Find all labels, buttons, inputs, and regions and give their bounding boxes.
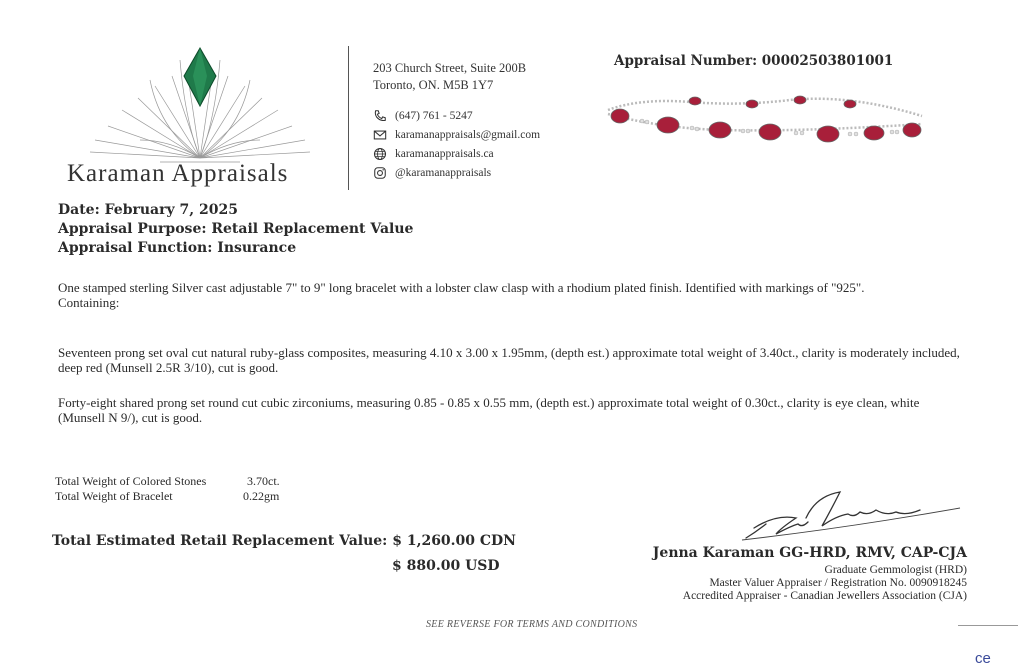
contact-phone bbox=[373, 106, 540, 125]
total-value-usd: $ 880.00 USD bbox=[392, 558, 500, 574]
instagram-icon bbox=[373, 166, 387, 180]
phone-text[interactable]: (647) 761 - 5247 bbox=[395, 109, 473, 122]
appraisal-number: Appraisal Number: 00002503801001 bbox=[614, 53, 894, 69]
phone-icon bbox=[373, 109, 387, 123]
signer-block bbox=[653, 545, 967, 603]
address-line-2: Toronto, ON. M5B 1Y7 bbox=[373, 78, 494, 92]
contact-block bbox=[373, 60, 540, 182]
appraisal-date: Date: February 7, 2025 bbox=[58, 202, 238, 218]
appraisal-purpose: Appraisal Purpose: Retail Replacement Value bbox=[58, 221, 414, 237]
website-text[interactable]: karamanappraisals.ca bbox=[395, 147, 494, 160]
instagram-text[interactable]: @karamanappraisals bbox=[395, 166, 492, 179]
colored-stones-label: Total Weight of Colored Stones bbox=[55, 474, 207, 488]
appraisal-header bbox=[58, 201, 413, 258]
cz-description: Forty-eight shared prong set round cut cubic zirconiums, measuring 0.85 - 0.85 x 0.55 mm, (depth est.) approximate total weight of 0.30ct., clarity is eye clean, white (Munsell N 9/), cut is good. bbox=[58, 395, 920, 425]
signature bbox=[736, 488, 962, 546]
colored-stones-value: 3.70ct. bbox=[247, 474, 280, 488]
contact-instagram bbox=[373, 163, 540, 182]
item-description bbox=[58, 280, 963, 310]
page-edge-rule bbox=[958, 625, 1018, 626]
email-text[interactable]: karamanappraisals@gmail.com bbox=[395, 128, 541, 141]
signer-credential-3: Accredited Appraiser - Canadian Jewellers Association (CJA) bbox=[682, 590, 967, 602]
total-value bbox=[52, 533, 516, 549]
header-divider bbox=[348, 46, 349, 190]
globe-icon bbox=[373, 147, 387, 161]
total-value-label: Total Estimated Retail Replacement Value: bbox=[52, 533, 388, 549]
bracelet-weight-label: Total Weight of Bracelet bbox=[55, 489, 173, 503]
bracelet-weight-value: 0.22gm bbox=[243, 489, 280, 503]
bracelet-weight-row bbox=[55, 489, 280, 504]
appraisal-function: Appraisal Function: Insurance bbox=[58, 240, 297, 256]
margin-mark: ce bbox=[975, 650, 991, 667]
containing-label: Containing: bbox=[58, 295, 120, 310]
signer-credential-1: Graduate Gemmologist (HRD) bbox=[824, 564, 967, 576]
contact-website bbox=[373, 144, 540, 163]
weights-summary bbox=[55, 474, 280, 504]
mail-icon bbox=[373, 128, 387, 142]
terms-footer: SEE REVERSE FOR TERMS AND CONDITIONS bbox=[426, 619, 638, 630]
contact-email bbox=[373, 125, 540, 144]
ruby-description: Seventeen prong set oval cut natural ruby-glass composites, measuring 4.10 x 3.00 x 1.95mm, (depth est.) approximate total weight of 3.40ct., clarity is moderately included, deep red (Munsell 2.5R 3/10), cut is good. bbox=[58, 345, 960, 375]
item-description-text: One stamped sterling Silver cast adjustable 7" to 9" long bracelet with a lobster claw clasp with a rhodium plated finish. Identified with markings of "925". bbox=[58, 280, 865, 295]
signer-name: Jenna Karaman GG-HRD, RMV, CAP-CJA bbox=[652, 545, 967, 561]
bracelet-photo bbox=[600, 88, 930, 150]
total-value-cdn: $ 1,260.00 CDN bbox=[392, 533, 516, 549]
colored-stones-weight-row bbox=[55, 474, 280, 489]
logo-title: Karaman Appraisals bbox=[67, 160, 289, 187]
signer-credential-2: Master Valuer Appraiser / Registration No. 0090918245 bbox=[709, 577, 967, 589]
address-line-1: 203 Church Street, Suite 200B bbox=[373, 61, 527, 75]
